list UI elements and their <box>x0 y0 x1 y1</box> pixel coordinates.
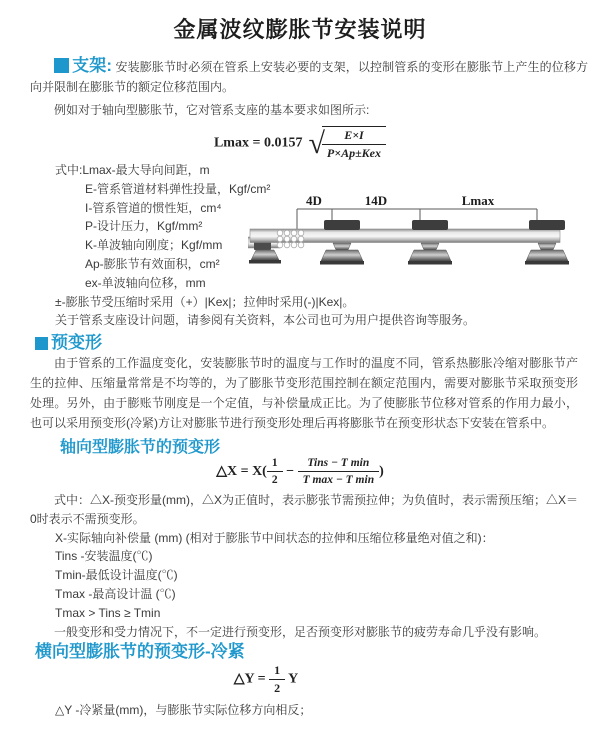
note-line: Tmax > Tins ≥ Tmin <box>55 605 161 620</box>
where-clause: 式中：△X-预变形量(mm)，△X为正值时，表示膨张节需预拉伸；为负值时，表示需预压缩；△X＝0时表示不需预变形。 <box>30 493 578 526</box>
note-line: X-实际轴向补偿量 (mm) (相对于膨胀节中间状态的拉伸和压缩位移量绝对值之和)： <box>55 530 494 545</box>
note-line: Tmin-最低设计温度(℃) <box>55 568 178 583</box>
lmax-formula-lhs: Lmax = 0.0157 <box>213 135 303 151</box>
term-item: Ap-膨胀节有效面积，cm² <box>85 256 220 271</box>
dx-formula-post: ) <box>379 464 384 480</box>
section-bullet-icon <box>54 58 69 73</box>
lateral-note-line: △Y -冷紧量(mm)，与膨胀节实际位移方向相反； <box>55 703 312 717</box>
dy-formula-pre: △Y = <box>233 671 266 687</box>
lmax-formula-fraction <box>322 128 386 161</box>
support-paragraph <box>30 56 588 97</box>
preform-heading-label: 预变形 <box>51 333 102 352</box>
note-line: Tins -安装温度(℃) <box>55 549 153 564</box>
section-bullet-icon <box>35 337 48 350</box>
note-line: Tmax -最高设计温 (℃) <box>55 586 176 601</box>
lmax-formula-numerator: E×I <box>322 128 386 145</box>
preform-section-heading <box>35 328 102 353</box>
lmax-formula-denominator: P×Ap±Kex <box>326 146 382 160</box>
term-item: I-管系管道的惯性矩，cm⁴ <box>85 200 222 215</box>
dimension-label-14d: 14D <box>364 193 388 208</box>
minus-operator: − <box>286 464 295 480</box>
radical-sign: √ <box>308 126 325 160</box>
lateral-preform-formula <box>0 663 532 696</box>
support-section-heading: 支架: <box>72 56 113 75</box>
closing-note: 一般变形和受力情况下，不一定进行预变形，足否预变形对膨胀节的疲劳寿命几乎没有影响。 <box>54 624 547 639</box>
example-line: 例如对于轴向型膨胀节，它对管系支座的基本要求如图所示: <box>54 103 370 117</box>
page-title: 金属波纹膨胀节安装说明 <box>173 17 427 42</box>
axial-preform-formula <box>0 456 600 488</box>
lateral-subsection-heading: 横向型膨胀节的预变形-冷紧 <box>35 642 245 661</box>
temperature-fraction: $\frac{\text{Tins − T min}}{\text{T max − T min}}$ <box>298 456 380 488</box>
term-item: K-单波轴向刚度；Kgf/mm <box>85 238 223 253</box>
pipe-support-diagram <box>248 193 595 279</box>
axial-subsection-heading: 轴向型膨胀节的预变形 <box>60 439 221 456</box>
one-half-fraction: $\frac{1}{2}$ <box>267 456 283 488</box>
dx-formula-pre: △X = X( <box>216 464 267 480</box>
preform-body-paragraph: 由于管系的工作温度变化，安装膨胀节时的温度与工作时的温度不同，管系热膨胀冷缩对膨胀节产生的拉伸、压缩量常常是不均等的，为了膨胀节变形范围控制在额定范围内，需要对膨胀节采取预变形处理。另外，由于膨账节刚度是一个定值，与补偿量成正比。为了使膨胀节位移对管系的作用力最小，也可以采用预变形(冷紧)方让对膨胀节进行预变形处理后再将膨胀节在预变形状态下安装在管系中。 <box>30 356 578 430</box>
dimension-label-4d: 4D <box>306 193 322 208</box>
lmax-formula <box>0 126 600 161</box>
term-item: P-设计压力，Kgf/mm² <box>85 219 203 234</box>
consult-note: 关于管系支座设计问题，请参阅有关资料，本公司也可为用户提供咨询等服务。 <box>55 313 476 328</box>
term-item: E-管系管道材料弹性投量，Kgf/cm² <box>85 181 271 196</box>
dimension-label-lmax: Lmax <box>461 193 495 208</box>
term-item: ex-单波轴向位移，mm <box>85 275 206 290</box>
dy-formula-post: Y <box>288 671 299 687</box>
terms-lead-line: 式中:Lmax-最大导向间距，m <box>55 163 210 177</box>
plus-minus-note: ±-膨胀节受压缩时采用（+）|Kex|；拉伸时采用(-)|Kex|。 <box>55 294 355 309</box>
support-intro-text: 安装膨胀节时必须在管系上安装必要的支架，以控制管系的变形在膨胀节上产生的位移方向并限制在膨胀节的额定位移范围内。 <box>30 60 588 94</box>
one-half-fraction: $\frac{1}{2}$ <box>269 663 285 696</box>
axial-notes-block <box>30 491 578 641</box>
